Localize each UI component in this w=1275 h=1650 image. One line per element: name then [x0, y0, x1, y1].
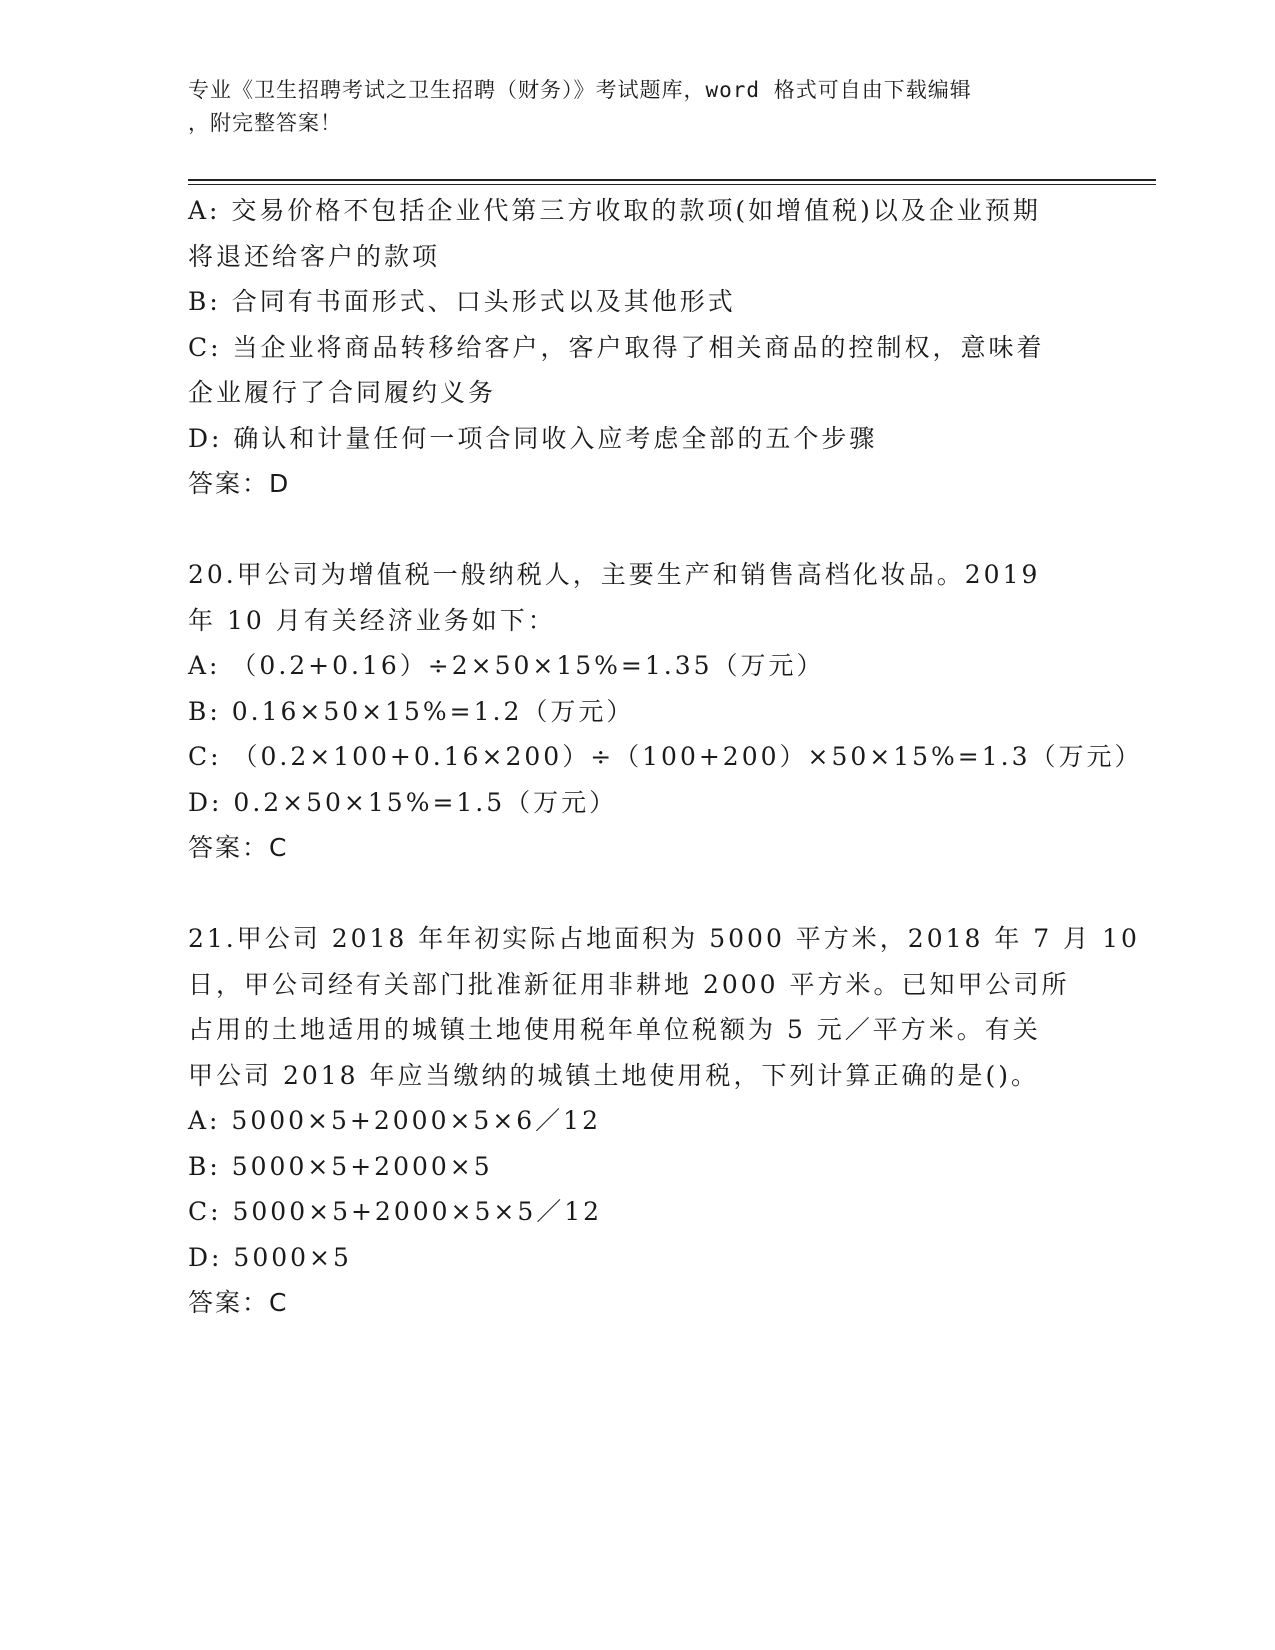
- option-b: B: 0.16×50×15%=1.2（万元）: [188, 696, 635, 726]
- option-d: D: 确认和计量任何一项合同收入应考虑全部的五个步骤: [188, 423, 878, 453]
- option-c: C: 5000×5+2000×5×5／12: [188, 1197, 603, 1226]
- spacer: [188, 871, 1088, 917]
- question-19: [188, 188, 1088, 507]
- question-stem-line-2: 年 10 月有关经济业务如下：: [188, 605, 556, 635]
- spacer: [188, 507, 1088, 553]
- question-20: [188, 552, 1143, 871]
- option-d: D: 0.2×50×15%=1.5（万元）: [188, 787, 618, 817]
- question-stem-line-2: 日，甲公司经有关部门批准新征用非耕地 2000 平方米。已知甲公司所: [188, 969, 1070, 999]
- document-header: [188, 74, 1068, 140]
- option-c-line-2: 企业履行了合同履约义务: [188, 378, 497, 407]
- header-title-line-2: ，附完整答案！: [188, 111, 342, 135]
- option-c-line-1: C: 当企业将商品转移给客户，客户取得了相关商品的控制权，意味着: [188, 332, 1045, 362]
- option-a-line-1: A: 交易价格不包括企业代第三方收取的款项(如增值税)以及企业预期: [188, 196, 1041, 225]
- answer: 答案：C: [188, 833, 289, 862]
- header-title-line-1: 专业《卫生招聘考试之卫生招聘（财务）》考试题库，word 格式可自由下载编辑: [188, 78, 972, 102]
- question-stem-line-3: 占用的土地适用的城镇土地使用税年单位税额为 5 元／平方米。有关: [188, 1015, 1041, 1044]
- option-b: B: 5000×5+2000×5: [188, 1151, 493, 1181]
- question-list: [188, 188, 1143, 1326]
- header-divider: [188, 179, 1156, 185]
- option-a-line-2: 将退还给客户的款项: [188, 241, 441, 271]
- answer: 答案：D: [188, 469, 291, 498]
- question-stem-line-1: 20.甲公司为增值税一般纳税人，主要生产和销售高档化妆品。2019: [188, 560, 1041, 589]
- option-b: B: 合同有书面形式、口头形式以及其他形式: [188, 287, 736, 316]
- option-a: A: 5000×5+2000×5×6／12: [188, 1106, 601, 1135]
- option-d: D: 5000×5: [188, 1242, 352, 1272]
- answer: 答案：C: [188, 1288, 289, 1317]
- option-c: C: （0.2×100+0.16×200）÷（100+200）×50×15%=1.3（万元）: [188, 742, 1143, 771]
- question-21: [188, 916, 1140, 1326]
- question-stem-line-1: 21.甲公司 2018 年年初实际占地面积为 5000 平方米，2018 年 7 月 10: [188, 924, 1140, 953]
- option-a: A: （0.2+0.16）÷2×50×15%=1.35（万元）: [188, 651, 825, 680]
- question-stem-line-4: 甲公司 2018 年应当缴纳的城镇土地使用税，下列计算正确的是()。: [188, 1060, 1040, 1090]
